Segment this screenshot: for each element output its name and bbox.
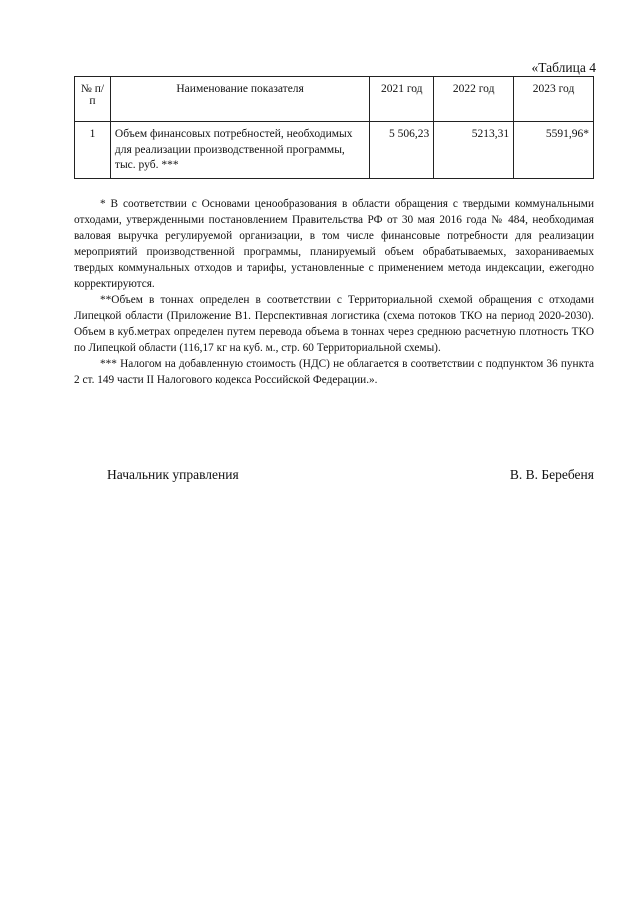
footnote-1: * В соответствии с Основами ценообразования в области обращения с твердыми коммунальными отходами, утвержденными постановлением Правительства РФ от 30 мая 2016 года № 484, необходимая валовая выручка регулируемой организации, в том числе финансовые потребности для реализации мероприятий производственной программы, планируемый объем обрабатываемых, захораниваемых твердых коммунальных отходов и тарифы, установленные с применением метода индексации, ежегодно корректируются. [74, 198, 594, 291]
footnotes [74, 196, 594, 388]
row-value-2023: 5591,96* [514, 122, 594, 179]
row-indicator-name: Объем финансовых потребностей, необходимых для реализации производственной программы, тыс. руб. *** [110, 122, 369, 179]
header-num: № п/п [75, 77, 111, 122]
footnote-3: *** Налогом на добавленную стоимость (НДС) не облагается в соответствии с подпунктом 36 пункта 2 ст. 149 части II Налогового кодекса Российской Федерации.». [74, 358, 594, 387]
signature-name: В. В. Беребеня [509, 467, 594, 482]
row-num: 1 [75, 122, 111, 179]
header-2021: 2021 год [370, 77, 434, 122]
table-header-row [75, 77, 594, 122]
header-2022: 2022 год [434, 77, 514, 122]
footnote-2: **Объем в тоннах определен в соответствии с Территориальной схемой обращения с отходами Липецкой области (Приложение В1. Перспективная логистика (схема потоков ТКО на период 2020-2030). Объем в куб.метрах определен путем перевода объема в тоннах через среднюю расчетную плотность ТКО по Липецкой области (116,17 кг на куб. м., стр. 60 Территориальной схемы). [74, 294, 594, 355]
signature-position: Начальник управления [107, 467, 239, 482]
row-value-2021: 5 506,23 [370, 122, 434, 179]
table-row [75, 122, 594, 179]
table-caption: «Таблица 4 [531, 60, 596, 75]
header-indicator-name: Наименование показателя [110, 77, 369, 122]
row-value-2022: 5213,31 [434, 122, 514, 179]
header-2023: 2023 год [514, 77, 594, 122]
financial-needs-table [74, 76, 594, 179]
